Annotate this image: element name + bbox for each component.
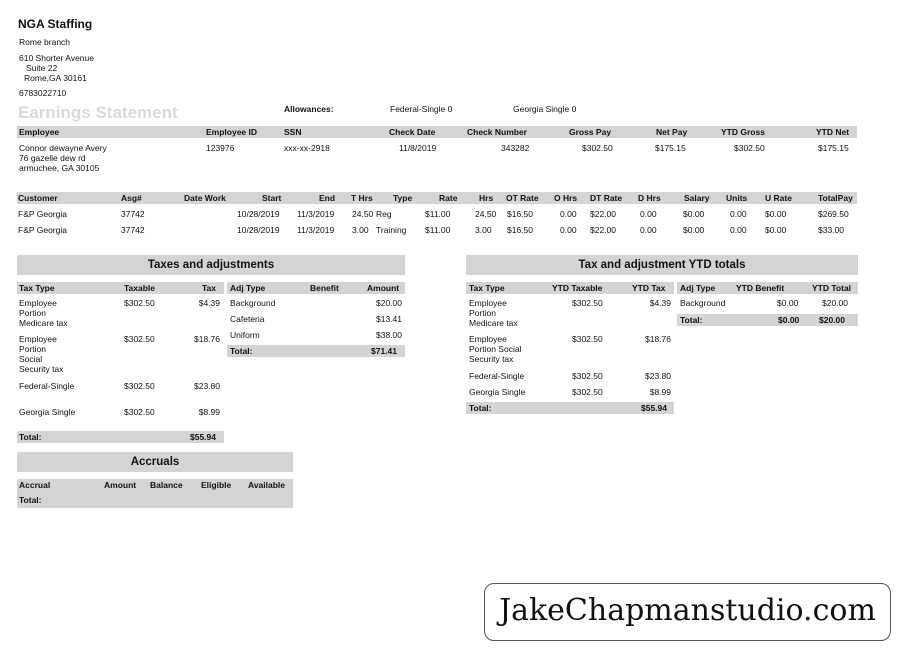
ytd-adj-total-label: Total: xyxy=(680,315,703,325)
col-ytd-benefit: YTD Benefit xyxy=(736,283,785,293)
col-ytd-total: YTD Total xyxy=(812,283,852,293)
work-cell: $22.00 xyxy=(590,225,616,235)
col-ytd-tax-type: Tax Type xyxy=(469,283,505,293)
col-ytd-net: YTD Net xyxy=(816,127,850,137)
col-benefit: Benefit xyxy=(310,283,339,293)
col-adj-type: Adj Type xyxy=(230,283,266,293)
col-rate: Rate xyxy=(439,193,458,203)
work-cell: Reg xyxy=(376,209,392,219)
col-ot-rate: OT Rate xyxy=(506,193,539,203)
work-cell: 0.00 xyxy=(560,225,577,235)
ytd-adj-type-value: Background xyxy=(680,298,726,308)
col-employee-id: Employee ID xyxy=(206,127,258,137)
col-net-pay: Net Pay xyxy=(656,127,688,137)
col-ytd-gross: YTD Gross xyxy=(721,127,765,137)
tax-taxable-cell: $302.50 xyxy=(124,334,155,344)
ytd-tax-amount-cell: $18.76 xyxy=(645,334,671,344)
taxes-section-title: Taxes and adjustments xyxy=(17,255,405,275)
ytd-tax-total-value: $55.94 xyxy=(641,403,667,413)
ytd-adj-total-value-sum: $20.00 xyxy=(819,315,845,325)
work-cell: 24.50 xyxy=(352,209,374,219)
tax-total-label: Total: xyxy=(19,432,42,442)
ytd-tax-amount-cell: $8.99 xyxy=(649,387,671,397)
employee-street: 76 gazelle dew rd xyxy=(19,153,86,163)
col-tax: Tax xyxy=(202,283,217,293)
ytd-tax-type-cell: Employee Portion Medicare tax xyxy=(469,298,518,328)
ytd-adj-total-value: $20.00 xyxy=(822,298,848,308)
col-u-rate: U Rate xyxy=(765,193,792,203)
work-cell: 0.00 xyxy=(560,209,577,219)
ytd-tax-taxable-cell: $302.50 xyxy=(572,298,603,308)
col-ytd-taxable: YTD Taxable xyxy=(552,283,603,293)
work-cell: $16.50 xyxy=(507,209,533,219)
tax-taxable-cell: $302.50 xyxy=(124,298,155,308)
work-cell: 10/28/2019 xyxy=(237,209,280,219)
gross-pay-value: $302.50 xyxy=(582,143,613,153)
allowance-georgia: Georgia Single 0 xyxy=(513,104,577,114)
work-cell: $0.00 xyxy=(683,225,705,235)
work-cell: $33.00 xyxy=(818,225,844,235)
col-customer: Customer xyxy=(18,193,58,203)
employee-city: armuchee, GA 30105 xyxy=(19,163,100,173)
ytd-adj-total-benefit: $0.00 xyxy=(778,315,800,325)
check-number-value: 343282 xyxy=(501,143,530,153)
work-cell: 37742 xyxy=(121,225,145,235)
work-cell: 0.00 xyxy=(640,225,657,235)
ytd-tax-taxable-cell: $302.50 xyxy=(572,387,603,397)
col-units: Units xyxy=(726,193,748,203)
adj-amount-cell: $13.41 xyxy=(376,314,402,324)
col-ytd-adj-type: Adj Type xyxy=(680,283,716,293)
ytd-tax-total-row xyxy=(466,402,674,414)
col-type: Type xyxy=(393,193,413,203)
ytd-adj-total-row xyxy=(677,314,858,326)
tax-total-value: $55.94 xyxy=(190,432,216,442)
col-hrs: Hrs xyxy=(479,193,494,203)
adj-type-cell: Cafeteria xyxy=(230,314,265,324)
statement-title: Earnings Statement xyxy=(18,103,178,122)
company-name: NGA Staffing xyxy=(18,17,93,31)
adj-table-header xyxy=(227,282,405,294)
work-cell: Training xyxy=(376,225,407,235)
col-tax-type: Tax Type xyxy=(19,283,55,293)
col-accrual-available: Available xyxy=(248,480,286,490)
ytd-tax-type-cell: Georgia Single xyxy=(469,387,526,397)
ytd-tax-type-cell: Employee Portion Social Security tax xyxy=(469,334,522,364)
tax-amount-cell: $4.39 xyxy=(198,298,220,308)
work-cell: 0.00 xyxy=(730,209,747,219)
address-line-3: Rome,GA 30161 xyxy=(24,73,87,83)
accruals-table xyxy=(17,479,293,508)
col-accrual: Accrual xyxy=(19,480,51,490)
adj-total-value: $71.41 xyxy=(371,346,397,356)
col-ssn: SSN xyxy=(284,127,302,137)
ytd-adj-table-header xyxy=(677,282,858,294)
employee-id-value: 123976 xyxy=(206,143,235,153)
work-cell: $269.50 xyxy=(818,209,849,219)
col-amount: Amount xyxy=(367,283,400,293)
ytd-tax-amount-cell: $4.39 xyxy=(649,298,671,308)
col-taxable: Taxable xyxy=(124,283,156,293)
address-line-1: 610 Shorter Avenue xyxy=(19,53,94,63)
ytd-tax-taxable-cell: $302.50 xyxy=(572,371,603,381)
work-cell: 0.00 xyxy=(640,209,657,219)
watermark-logo: JakeChapmanstudio.com xyxy=(484,583,891,641)
tax-taxable-cell: $302.50 xyxy=(124,381,155,391)
branch-name: Rome branch xyxy=(19,37,71,47)
ssn-value: xxx-xx-2918 xyxy=(284,143,330,153)
adj-amount-cell: $20.00 xyxy=(376,298,402,308)
work-cell: 3.00 xyxy=(352,225,369,235)
col-employee: Employee xyxy=(19,127,60,137)
ytd-tax-table-header xyxy=(466,282,674,294)
adj-amount-cell: $38.00 xyxy=(376,330,402,340)
col-salary: Salary xyxy=(684,193,710,203)
accruals-total-label: Total: xyxy=(19,495,42,505)
allowance-federal: Federal-Single 0 xyxy=(390,104,453,114)
work-cell: $0.00 xyxy=(683,209,705,219)
work-cell: 24.50 xyxy=(475,209,497,219)
work-cell: 3.00 xyxy=(475,225,492,235)
tax-taxable-cell: $302.50 xyxy=(124,407,155,417)
tax-type-cell: Employee Portion Medicare tax xyxy=(19,298,68,328)
work-cell: $0.00 xyxy=(765,209,787,219)
col-ytd-tax: YTD Tax xyxy=(632,283,666,293)
col-accrual-eligible: Eligible xyxy=(201,480,232,490)
ytd-adj-benefit-value: $0.00 xyxy=(777,298,799,308)
col-start: Start xyxy=(262,193,282,203)
work-cell: $16.50 xyxy=(507,225,533,235)
work-cell: $0.00 xyxy=(765,225,787,235)
ytd-net-value: $175.15 xyxy=(818,143,849,153)
col-date-work: Date Work xyxy=(184,193,226,203)
adj-total-row xyxy=(227,345,405,357)
col-end: End xyxy=(319,193,336,203)
tax-type-cell: Federal-Single xyxy=(19,381,75,391)
accruals-section-title: Accruals xyxy=(17,452,293,472)
allowances-label: Allowances: xyxy=(284,104,334,114)
adj-type-cell: Background xyxy=(230,298,276,308)
work-cell: $22.00 xyxy=(590,209,616,219)
tax-amount-cell: $18.76 xyxy=(194,334,220,344)
col-o-hrs: O Hrs xyxy=(554,193,578,203)
adj-type-cell: Uniform xyxy=(230,330,260,340)
ytd-tax-amount-cell: $23.80 xyxy=(645,371,671,381)
address-line-2: Suite 22 xyxy=(26,63,58,73)
col-check-number: Check Number xyxy=(467,127,527,137)
col-dt-rate: DT Rate xyxy=(590,193,623,203)
check-date-value: 11/8/2019 xyxy=(399,143,437,153)
ytd-tax-type-cell: Federal-Single xyxy=(469,371,525,381)
tax-type-cell: Employee Portion Social Security tax xyxy=(19,334,64,374)
col-gross-pay: Gross Pay xyxy=(569,127,612,137)
employee-name: Connor dewayne Avery xyxy=(19,143,107,153)
col-accrual-balance: Balance xyxy=(150,480,183,490)
ytd-tax-total-label: Total: xyxy=(469,403,492,413)
col-t-hrs: T Hrs xyxy=(351,193,373,203)
ytd-tax-taxable-cell: $302.50 xyxy=(572,334,603,344)
work-cell: 37742 xyxy=(121,209,145,219)
tax-type-cell: Georgia Single xyxy=(19,407,76,417)
tax-table-header xyxy=(17,282,224,294)
ytd-section-title: Tax and adjustment YTD totals xyxy=(466,255,858,275)
work-cell: 0.00 xyxy=(730,225,747,235)
ytd-gross-value: $302.50 xyxy=(734,143,765,153)
col-accrual-amount: Amount xyxy=(104,480,137,490)
work-cell: $11.00 xyxy=(425,225,451,235)
work-cell: 11/3/2019 xyxy=(297,209,335,219)
tax-amount-cell: $8.99 xyxy=(198,407,220,417)
work-cell: $11.00 xyxy=(425,209,451,219)
col-check-date: Check Date xyxy=(389,127,436,137)
work-cell: 11/3/2019 xyxy=(297,225,335,235)
net-pay-value: $175.15 xyxy=(655,143,686,153)
work-cell: F&P Georgia xyxy=(18,225,67,235)
work-cell: F&P Georgia xyxy=(18,209,67,219)
col-d-hrs: D Hrs xyxy=(638,193,661,203)
col-asg: Asg# xyxy=(121,193,142,203)
work-table-header xyxy=(17,192,857,204)
employee-table-header xyxy=(17,126,857,138)
work-cell: 10/28/2019 xyxy=(237,225,280,235)
tax-amount-cell: $23.80 xyxy=(194,381,220,391)
col-totalpay: TotalPay xyxy=(818,193,853,203)
tax-total-row xyxy=(17,431,224,443)
adj-total-label: Total: xyxy=(230,346,253,356)
company-phone: 6783022710 xyxy=(19,88,67,98)
